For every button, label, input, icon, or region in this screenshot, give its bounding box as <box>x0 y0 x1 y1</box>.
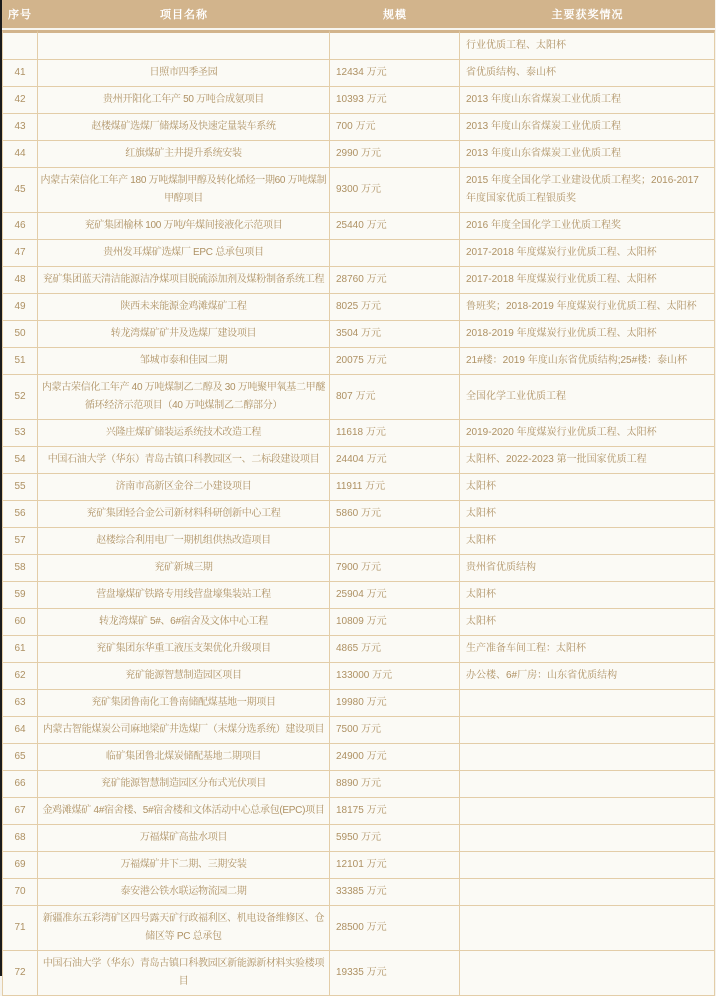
cell-award: 贵州省优质结构 <box>460 555 715 582</box>
cell-name: 中国石油大学（华东）青岛古镇口科教园区新能源新材料实验楼项目 <box>38 951 330 996</box>
cell-name: 万福煤矿井下二期、三期安装 <box>38 852 330 879</box>
table-row <box>2 213 715 240</box>
cell-name: 营盘壕煤矿铁路专用线营盘壕集装站工程 <box>38 582 330 609</box>
cell-name: 万福煤矿高盐水项目 <box>38 825 330 852</box>
cell-award: 21#楼：2019 年度山东省优质结构;25#楼：泰山杯 <box>460 348 715 375</box>
cell-scale: 24404 万元 <box>330 447 460 474</box>
cell-no: 45 <box>2 168 38 213</box>
cell-name: 兖矿集团鲁南化工鲁南储配煤基地一期项目 <box>38 690 330 717</box>
cell-award: 省优质结构、泰山杯 <box>460 60 715 87</box>
cell-award: 行业优质工程、太阳杯 <box>460 30 715 60</box>
table-row <box>2 267 715 294</box>
cell-no: 67 <box>2 798 38 825</box>
cell-award: 2017-2018 年度煤炭行业优质工程、太阳杯 <box>460 240 715 267</box>
cell-name: 兴隆庄煤矿储装运系统技术改造工程 <box>38 420 330 447</box>
cell-scale: 18175 万元 <box>330 798 460 825</box>
cell-name: 邹城市泰和佳园二期 <box>38 348 330 375</box>
table-row <box>2 420 715 447</box>
col-header-scale: 规模 <box>330 0 460 30</box>
cell-scale: 28500 万元 <box>330 906 460 951</box>
table-row <box>2 60 715 87</box>
cell-scale: 133000 万元 <box>330 663 460 690</box>
cell-award: 2018-2019 年度煤炭行业优质工程、太阳杯 <box>460 321 715 348</box>
cell-award: 2016 年度全国化学工业优质工程奖 <box>460 213 715 240</box>
cell-name: 兖矿集团蓝天清洁能源洁净煤项目脱硫添加剂及煤粉制备系统工程 <box>38 267 330 294</box>
table-row <box>2 30 715 60</box>
cell-no: 52 <box>2 375 38 420</box>
cell-no: 55 <box>2 474 38 501</box>
cell-scale: 11911 万元 <box>330 474 460 501</box>
table-row <box>2 240 715 267</box>
cell-name: 转龙湾煤矿矿井及选煤厂建设项目 <box>38 321 330 348</box>
cell-name: 金鸡滩煤矿 4#宿舍楼、5#宿舍楼和文体活动中心总承包(EPC)项目 <box>38 798 330 825</box>
cell-award <box>460 798 715 825</box>
table-row <box>2 663 715 690</box>
cell-name: 济南市高新区金谷二小建设项目 <box>38 474 330 501</box>
cell-award <box>460 744 715 771</box>
cell-scale: 700 万元 <box>330 114 460 141</box>
table-row <box>2 951 715 996</box>
cell-name: 贵州发耳煤矿选煤厂 EPC 总承包项目 <box>38 240 330 267</box>
cell-name: 新疆准东五彩湾矿区四号露天矿行政福利区、机电设备维修区、仓储区等 PC 总承包 <box>38 906 330 951</box>
cell-no: 56 <box>2 501 38 528</box>
cell-scale: 25904 万元 <box>330 582 460 609</box>
cell-no: 41 <box>2 60 38 87</box>
cell-name: 内蒙古智能煤炭公司麻地梁矿井选煤厂（末煤分选系统）建设项目 <box>38 717 330 744</box>
cell-name: 临矿集团鲁北煤炭储配基地二期项目 <box>38 744 330 771</box>
table-row <box>2 348 715 375</box>
table-row <box>2 555 715 582</box>
cell-no: 71 <box>2 906 38 951</box>
table-row <box>2 879 715 906</box>
cell-name: 泰安港公铁水联运物流园二期 <box>38 879 330 906</box>
cell-award <box>460 951 715 996</box>
cell-no: 46 <box>2 213 38 240</box>
cell-scale: 20075 万元 <box>330 348 460 375</box>
cell-award: 2015 年度全国化学工业建设优质工程奖；2016-2017 年度国家优质工程银质奖 <box>460 168 715 213</box>
cell-name: 转龙湾煤矿 5#、6#宿舍及文体中心工程 <box>38 609 330 636</box>
table-row <box>2 114 715 141</box>
cell-no: 65 <box>2 744 38 771</box>
cell-no: 59 <box>2 582 38 609</box>
cell-award: 2019-2020 年度煤炭行业优质工程、太阳杯 <box>460 420 715 447</box>
cell-no: 62 <box>2 663 38 690</box>
cell-scale: 5860 万元 <box>330 501 460 528</box>
cell-award: 2013 年度山东省煤炭工业优质工程 <box>460 141 715 168</box>
cell-no: 44 <box>2 141 38 168</box>
cell-no: 61 <box>2 636 38 663</box>
cell-name: 陕西未来能源金鸡滩煤矿工程 <box>38 294 330 321</box>
table-row <box>2 447 715 474</box>
table-row <box>2 771 715 798</box>
cell-scale: 8890 万元 <box>330 771 460 798</box>
cell-name: 兖矿能源智慧制造园区分布式光伏项目 <box>38 771 330 798</box>
cell-name: 日照市四季圣园 <box>38 60 330 87</box>
cell-scale: 28760 万元 <box>330 267 460 294</box>
cell-name: 兖矿集团东华重工液压支架优化升级项目 <box>38 636 330 663</box>
cell-name: 兖矿集团轻合金公司新材料科研创新中心工程 <box>38 501 330 528</box>
col-header-serial-number: 序号 <box>2 0 38 30</box>
cell-name: 兖矿新城三期 <box>38 555 330 582</box>
cell-award: 太阳杯 <box>460 501 715 528</box>
table-header <box>2 0 715 30</box>
cell-scale: 5950 万元 <box>330 825 460 852</box>
cell-scale: 11618 万元 <box>330 420 460 447</box>
cell-scale <box>330 240 460 267</box>
cell-award: 办公楼、6#厂房：山东省优质结构 <box>460 663 715 690</box>
cell-award: 太阳杯、2022-2023 第一批国家优质工程 <box>460 447 715 474</box>
table-row <box>2 690 715 717</box>
cell-scale: 8025 万元 <box>330 294 460 321</box>
cell-no: 66 <box>2 771 38 798</box>
table-row <box>2 168 715 213</box>
table-row <box>2 528 715 555</box>
cell-scale: 19335 万元 <box>330 951 460 996</box>
cell-no: 54 <box>2 447 38 474</box>
cell-name: 贵州开阳化工年产 50 万吨合成氨项目 <box>38 87 330 114</box>
cell-name: 赵楼综合利用电厂一期机组供热改造项目 <box>38 528 330 555</box>
cell-no: 47 <box>2 240 38 267</box>
cell-scale: 24900 万元 <box>330 744 460 771</box>
cell-award: 鲁班奖；2018-2019 年度煤炭行业优质工程、太阳杯 <box>460 294 715 321</box>
table-row <box>2 798 715 825</box>
cell-scale <box>330 30 460 60</box>
header-row <box>2 0 715 30</box>
cell-name: 兖矿能源智慧制造园区项目 <box>38 663 330 690</box>
cell-scale: 10809 万元 <box>330 609 460 636</box>
cell-name: 内蒙古荣信化工年产 180 万吨煤制甲醇及转化烯烃一期60 万吨煤制甲醇项目 <box>38 168 330 213</box>
cell-no: 42 <box>2 87 38 114</box>
cell-name: 赵楼煤矿选煤厂储煤场及快速定量装车系统 <box>38 114 330 141</box>
cell-award: 太阳杯 <box>460 582 715 609</box>
col-header-project-name: 项目名称 <box>38 0 330 30</box>
cell-award: 2013 年度山东省煤炭工业优质工程 <box>460 114 715 141</box>
table-row <box>2 501 715 528</box>
project-awards-table <box>2 0 715 996</box>
table-row <box>2 636 715 663</box>
cell-no: 72 <box>2 951 38 996</box>
cell-name: 红旗煤矿主井提升系统安装 <box>38 141 330 168</box>
cell-award: 太阳杯 <box>460 474 715 501</box>
table-row <box>2 474 715 501</box>
cell-no <box>2 30 38 60</box>
cell-award <box>460 717 715 744</box>
table-row <box>2 744 715 771</box>
cell-scale: 807 万元 <box>330 375 460 420</box>
cell-award: 生产准备车间工程：太阳杯 <box>460 636 715 663</box>
cell-award: 2013 年度山东省煤炭工业优质工程 <box>460 87 715 114</box>
cell-scale: 2990 万元 <box>330 141 460 168</box>
cell-scale: 7900 万元 <box>330 555 460 582</box>
cell-scale: 25440 万元 <box>330 213 460 240</box>
cell-award: 全国化学工业优质工程 <box>460 375 715 420</box>
table-row <box>2 582 715 609</box>
window-left-edge <box>0 0 2 976</box>
cell-no: 50 <box>2 321 38 348</box>
cell-no: 48 <box>2 267 38 294</box>
table-row <box>2 906 715 951</box>
table-row <box>2 717 715 744</box>
cell-award <box>460 771 715 798</box>
cell-scale <box>330 528 460 555</box>
cell-scale: 33385 万元 <box>330 879 460 906</box>
cell-name: 中国石油大学（华东）青岛古镇口科教园区一、二标段建设项目 <box>38 447 330 474</box>
table-row <box>2 294 715 321</box>
cell-name <box>38 30 330 60</box>
cell-award <box>460 879 715 906</box>
cell-no: 69 <box>2 852 38 879</box>
cell-scale: 10393 万元 <box>330 87 460 114</box>
cell-no: 68 <box>2 825 38 852</box>
table-row <box>2 375 715 420</box>
cell-scale: 19980 万元 <box>330 690 460 717</box>
table-body <box>2 30 715 996</box>
cell-scale: 9300 万元 <box>330 168 460 213</box>
table-row <box>2 852 715 879</box>
col-header-main-awards: 主要获奖情况 <box>460 0 715 30</box>
cell-no: 58 <box>2 555 38 582</box>
cell-award: 太阳杯 <box>460 609 715 636</box>
cell-award <box>460 690 715 717</box>
cell-scale: 4865 万元 <box>330 636 460 663</box>
cell-no: 53 <box>2 420 38 447</box>
cell-no: 60 <box>2 609 38 636</box>
cell-scale: 3504 万元 <box>330 321 460 348</box>
cell-scale: 12101 万元 <box>330 852 460 879</box>
cell-award <box>460 906 715 951</box>
cell-scale: 7500 万元 <box>330 717 460 744</box>
cell-no: 70 <box>2 879 38 906</box>
table-row <box>2 141 715 168</box>
cell-award <box>460 825 715 852</box>
table-row <box>2 321 715 348</box>
cell-name: 兖矿集团榆林 100 万吨/年煤间接液化示范项目 <box>38 213 330 240</box>
cell-award: 太阳杯 <box>460 528 715 555</box>
cell-award <box>460 852 715 879</box>
cell-no: 43 <box>2 114 38 141</box>
cell-no: 57 <box>2 528 38 555</box>
cell-no: 64 <box>2 717 38 744</box>
table-row <box>2 609 715 636</box>
cell-no: 51 <box>2 348 38 375</box>
table-row <box>2 87 715 114</box>
cell-name: 内蒙古荣信化工年产 40 万吨煤制乙二醇及 30 万吨聚甲氧基二甲醚循环经济示范项目（40 万吨煤制乙二醇部分） <box>38 375 330 420</box>
table-row <box>2 825 715 852</box>
cell-no: 63 <box>2 690 38 717</box>
cell-scale: 12434 万元 <box>330 60 460 87</box>
cell-award: 2017-2018 年度煤炭行业优质工程、太阳杯 <box>460 267 715 294</box>
cell-no: 49 <box>2 294 38 321</box>
